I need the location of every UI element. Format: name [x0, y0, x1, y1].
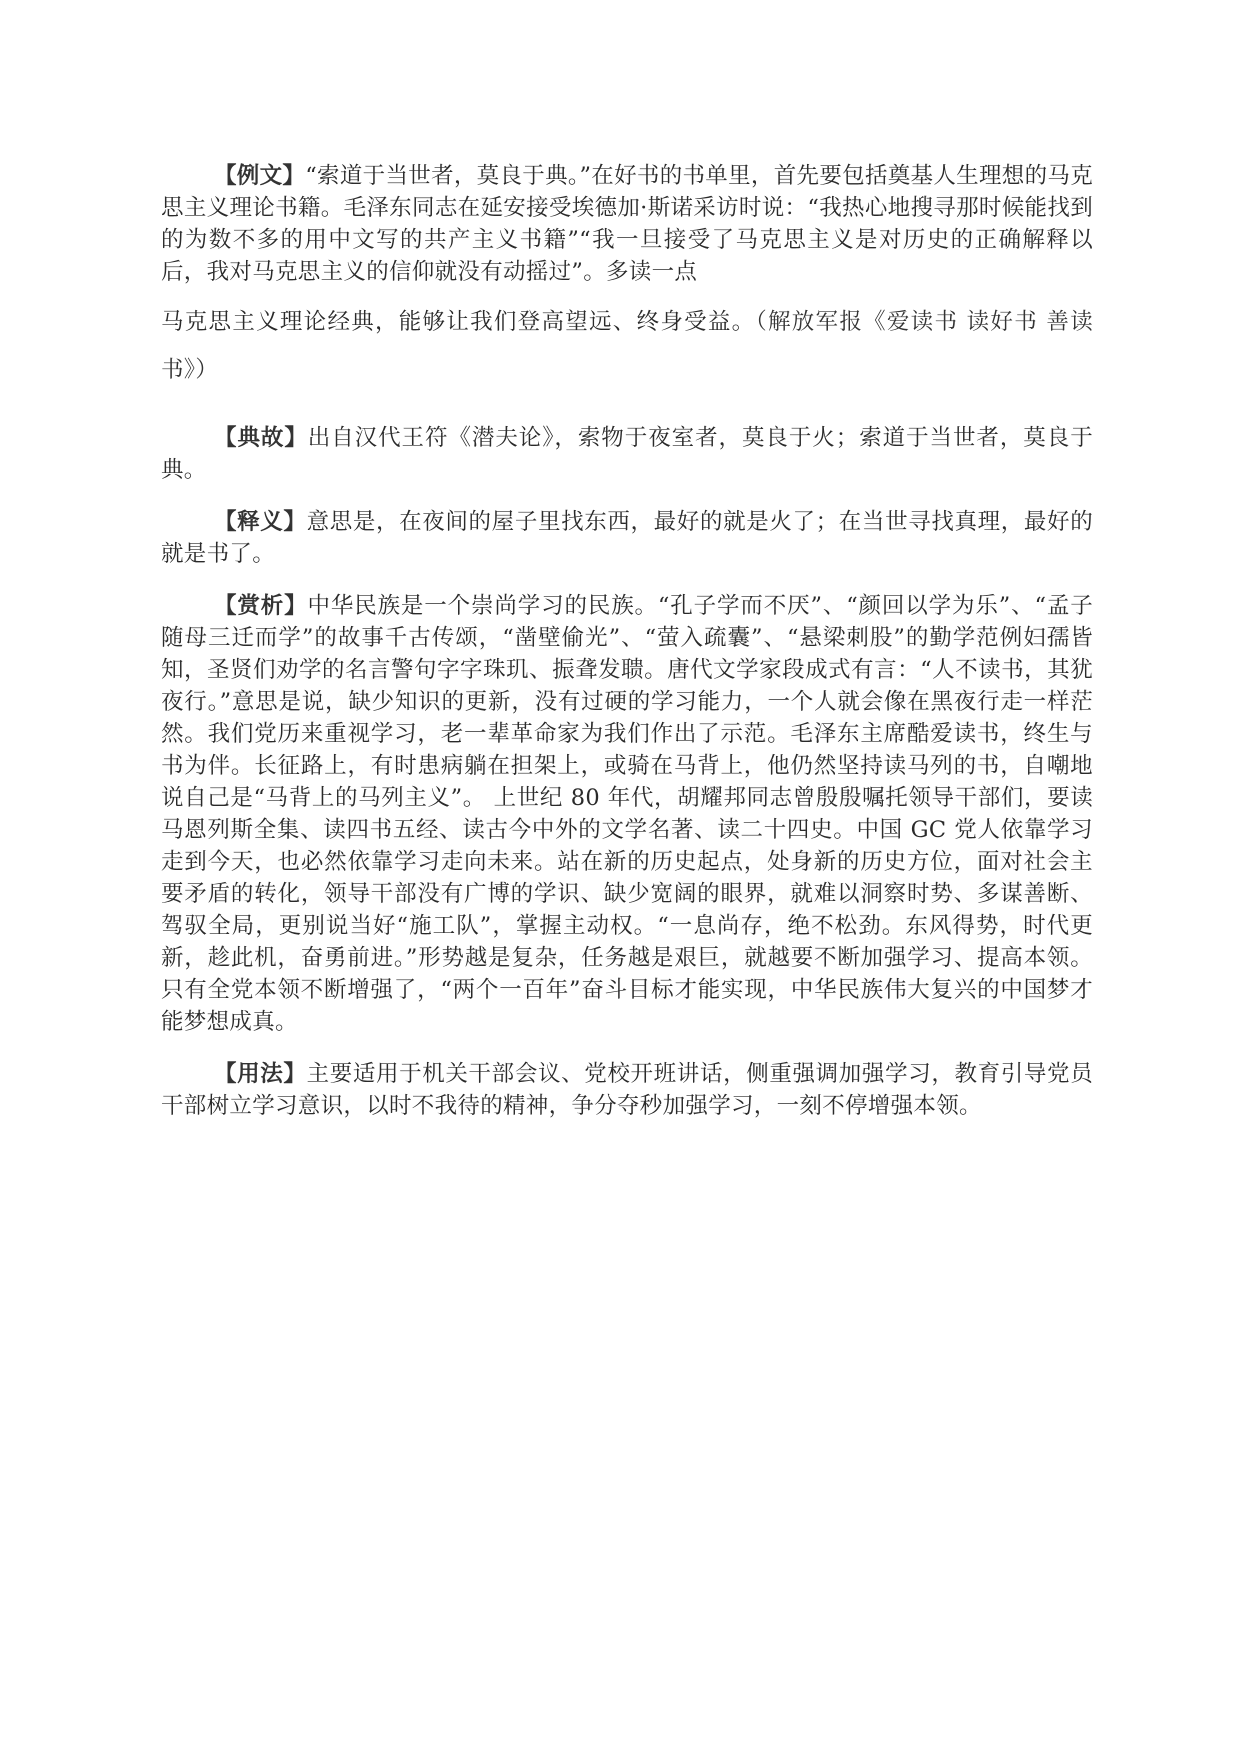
example-line-gap	[161, 288, 1093, 298]
document-body	[161, 160, 1093, 1122]
meaning-tag: 【释义】	[214, 509, 307, 535]
example-text-continued: 马克思主义理论经典，能够让我们登高望远、终身受益。	[161, 309, 756, 335]
appreciation-tag: 【赏析】	[214, 593, 308, 619]
example-text: “索道于当世者，莫良于典。”在好书的书单里，首先要包括奠基人生理想的马克思主义理论书籍。毛泽东同志在延安接受埃德加·斯诺采访时说：“我热心地搜寻那时候能找到的为数不多的用中文写的共产主义书籍”“我一旦接受了马克思主义是对历史的正确解释以后，我对马克思主义的信仰就没有动摇过”。多读一点	[161, 163, 1094, 285]
usage-paragraph	[161, 1058, 1093, 1122]
meaning-paragraph	[161, 506, 1093, 570]
usage-tag: 【用法】	[214, 1061, 307, 1087]
example-paragraph	[161, 160, 1093, 394]
allusion-paragraph	[161, 422, 1093, 486]
meaning-text: 意思是，在夜间的屋子里找东西，最好的就是火了；在当世寻找真理，最好的就是书了。	[161, 509, 1093, 567]
usage-text: 主要适用于机关干部会议、党校开班讲话，侧重强调加强学习，教育引导党员干部树立学习意识，以时不我待的精神，争分夺秒加强学习，一刻不停增强本领。	[161, 1061, 1093, 1119]
appreciation-paragraph	[161, 590, 1093, 1038]
allusion-tag: 【典故】	[214, 425, 308, 451]
appreciation-text: 中华民族是一个崇尚学习的民族。“孔子学而不厌”、“颜回以学为乐”、“孟子随母三迁而学”的故事千古传颂，“凿壁偷光”、“萤入疏囊”、“悬梁刺股”的勤学范例妇孺皆知，圣贤们劝学的名言警句字字珠玑、振聋发聩。唐代文学家段成式有言：“人不读书，其犹夜行。”意思是说，缺少知识的更新，没有过硬的学习能力，一个人就会像在黑夜行走一样茫然。我们党历来重视学习，老一辈革命家为我们作出了示范。毛泽东主席酷爱读书，终生与书为伴。长征路上，有时患病躺在担架上，或骑在马背上，他仍然坚持读马列的书，自嘲地说自己是“马背上的马列主义”。 上世纪 80 年代，胡耀邦同志曾殷殷嘱托领导干部们，要读马恩列斯全集、读四书五经、读古今中外的文学名著、读二十四史。中国 GC 党人依靠学习走到今天，也必然依靠学习走向未来。站在新的历史起点，处身新的历史方位，面对社会主要矛盾的转化，领导干部没有广博的学识、缺少宽阔的眼界，就难以洞察时势、多谋善断、驾驭全局，更别说当好“施工队”，掌握主动权。“一息尚存，绝不松劲。东风得势，时代更新，趁此机，奋勇前进。”形势越是复杂，任务越是艰巨，就越要不断加强学习、提高本领。只有全党本领不断增强了，“两个一百年”奋斗目标才能实现，中华民族伟大复兴的中国梦才能梦想成真。	[161, 593, 1093, 1035]
example-tag: 【例文】	[214, 163, 306, 189]
example-source: （解放军报《爱读书 读好书 善读书》）	[161, 309, 1093, 383]
allusion-text: 出自汉代王符《潜夫论》，索物于夜室者，莫良于火；索道于当世者，莫良于典。	[161, 425, 1093, 483]
